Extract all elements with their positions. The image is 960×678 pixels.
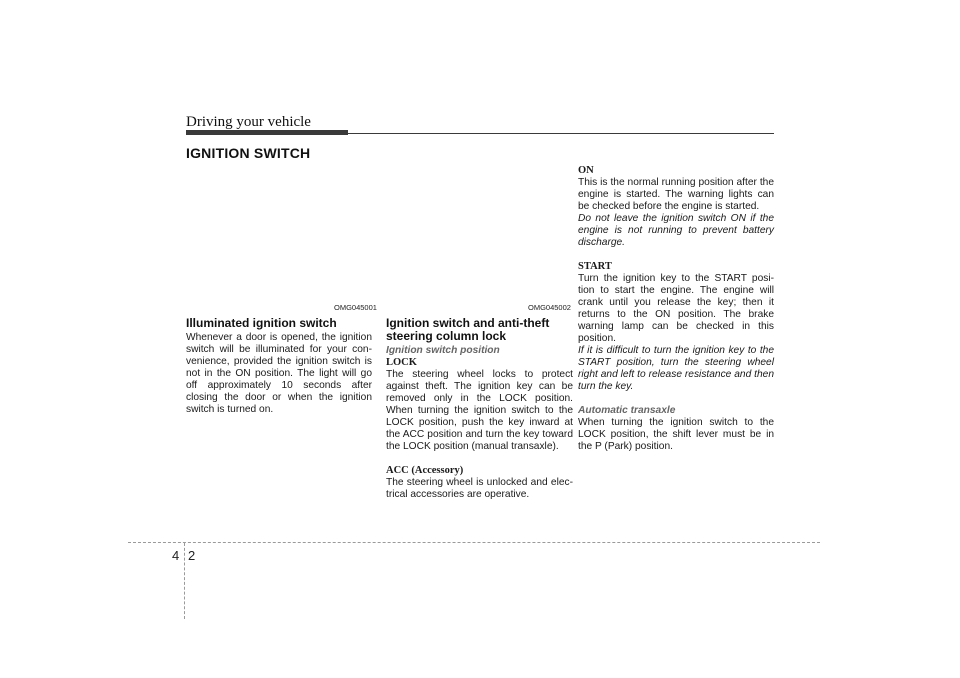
anti-theft-heading: Ignition switch and anti-theft steering column lock [386,316,550,343]
footer-rule [128,542,820,543]
figure-code-1: OMG045001 [334,303,377,312]
on-title: ON [578,165,594,176]
page-number: 2 [188,548,196,563]
column-3 [578,165,774,453]
start-note: If it is difficult to turn the ignition key to the START position, turn the steering wheel right and left to release resistance and then turn the key. [578,345,774,392]
automatic-transaxle-subheading: Automatic transaxle [578,405,676,416]
on-body: This is the normal running position after the engine is started. The warning lights can be checked before the engine is started. [578,177,774,212]
illuminated-switch-body: Whenever a door is opened, the ignition switch will be illuminated for your con-venience, provided the ignition switch is not in the ON position. The light will go off approximately 10 seconds after closing the door or when the ignition switch is turned on. [186,332,372,415]
chapter-number: 4 [172,548,180,563]
column-1 [186,317,372,416]
figure-code-2: OMG045002 [528,303,571,312]
header-bar [186,130,348,135]
start-body: Turn the ignition key to the START posi-tion to start the engine. The engine will crank until you release the key; then it returns to the ON position. The brake warning lamp can be checked in this position. [578,273,774,344]
header-title: Driving your vehicle [186,114,311,130]
footer-vertical-rule [184,543,185,619]
lock-title: LOCK [386,357,417,368]
on-note: Do not leave the ignition switch ON if the engine is not running to prevent battery discharge. [578,213,774,248]
acc-body: The steering wheel is unlocked and elec-trical accessories are operative. [386,477,573,500]
lock-body: The steering wheel locks to protect against theft. The ignition key can be removed only in the LOCK position. When turning the ignition switch to the LOCK position, push the key inward at the ACC position and turn the key toward the LOCK position (manual transaxle). [386,369,573,452]
start-title: START [578,261,612,272]
illuminated-switch-heading: Illuminated ignition switch [186,316,337,330]
switch-position-subheading: Ignition switch position [386,345,500,356]
section-title: IGNITION SWITCH [186,145,311,161]
automatic-transaxle-body: When turning the ignition switch to the LOCK position, the shift lever must be in the P (Park) position. [578,417,774,452]
acc-title: ACC (Accessory) [386,465,464,476]
column-2 [386,317,573,501]
